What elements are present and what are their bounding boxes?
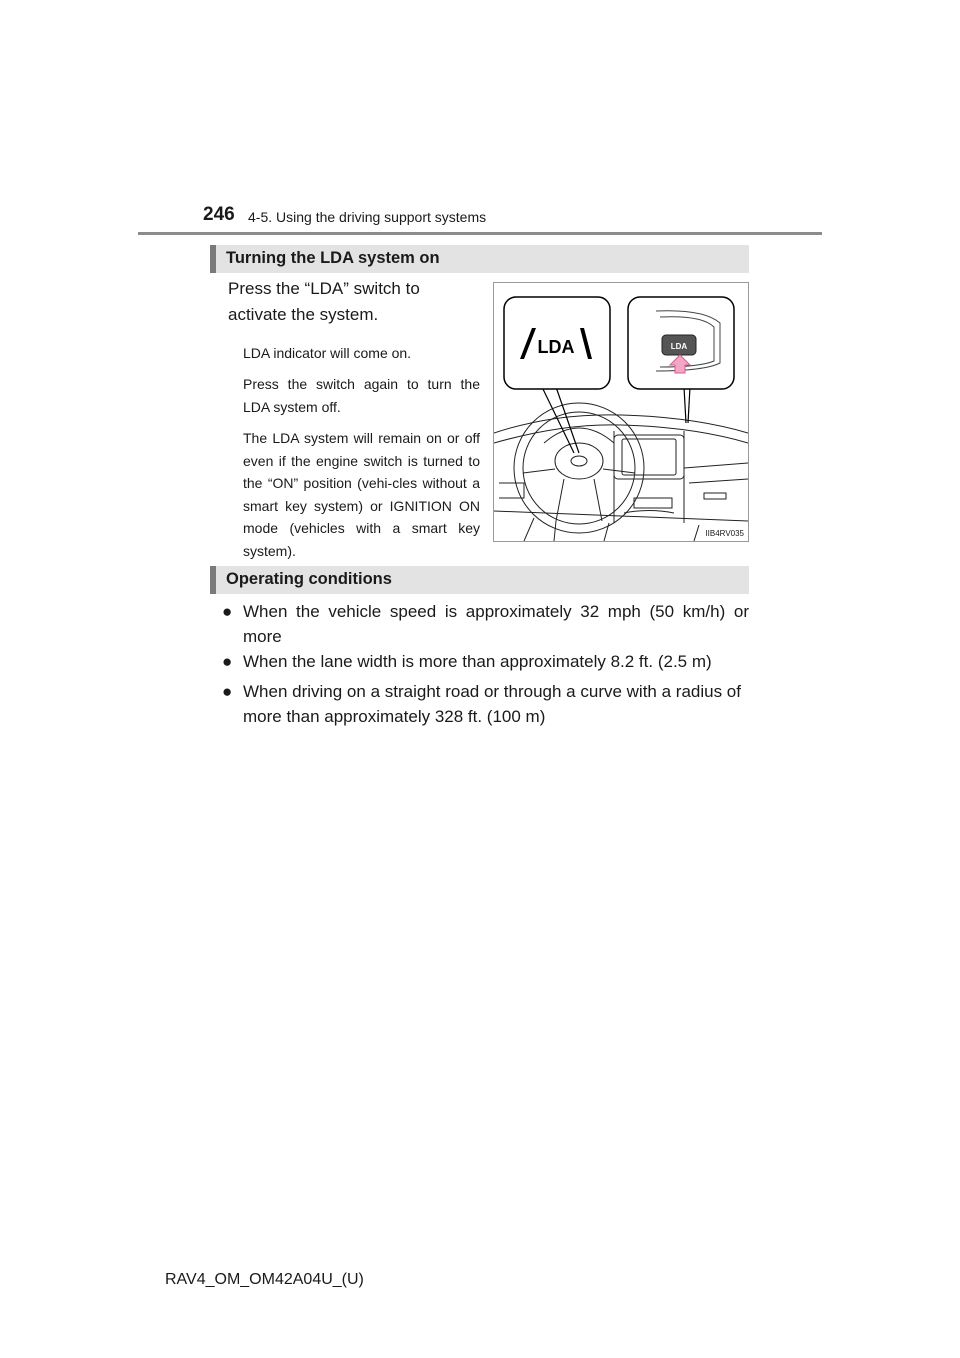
instruction-text: Press the “LDA” switch to activate the system. [228, 279, 420, 324]
section-heading-lda-on [210, 245, 749, 273]
section-title: Operating conditions [226, 570, 392, 588]
header-rule [138, 232, 822, 235]
condition-item: When the vehicle speed is approximately 32 mph (50 km/h) or more [243, 602, 749, 646]
bullet-marker: ● [222, 682, 233, 701]
document-code: RAV4_OM_OM42A04U_(U) [165, 1271, 364, 1288]
note-indicator: LDA indicator will come on. [243, 345, 412, 361]
dashboard-illustration [494, 283, 748, 541]
lda-indicator-label: LDA [537, 337, 575, 357]
condition-item: When driving on a straight road or through a curve with a radius of more than approximately 328 ft. (100 m) [243, 682, 741, 726]
note-system-memory: The LDA system will remain on or off even if the engine switch is turned to the “ON” position (vehi-cles without a smart key system) or IGNITION ON mode (vehicles with a smart key system). [243, 430, 480, 559]
page-number: 246 [203, 204, 235, 225]
condition-item: When the lane width is more than approximately 8.2 ft. (2.5 m) [243, 652, 712, 671]
note-switch-off: Press the switch again to turn the LDA system off. [243, 376, 480, 415]
section-heading-operating-conditions [210, 566, 749, 594]
section-title: Turning the LDA system on [226, 249, 440, 267]
dashboard-figure [493, 282, 749, 542]
bullet-marker: ● [222, 652, 233, 671]
figure-id: IIB4RV035 [705, 529, 744, 538]
lda-switch-label: LDA [670, 342, 688, 351]
bullet-marker: ● [222, 602, 233, 621]
section-header: 4-5. Using the driving support systems [248, 209, 487, 225]
